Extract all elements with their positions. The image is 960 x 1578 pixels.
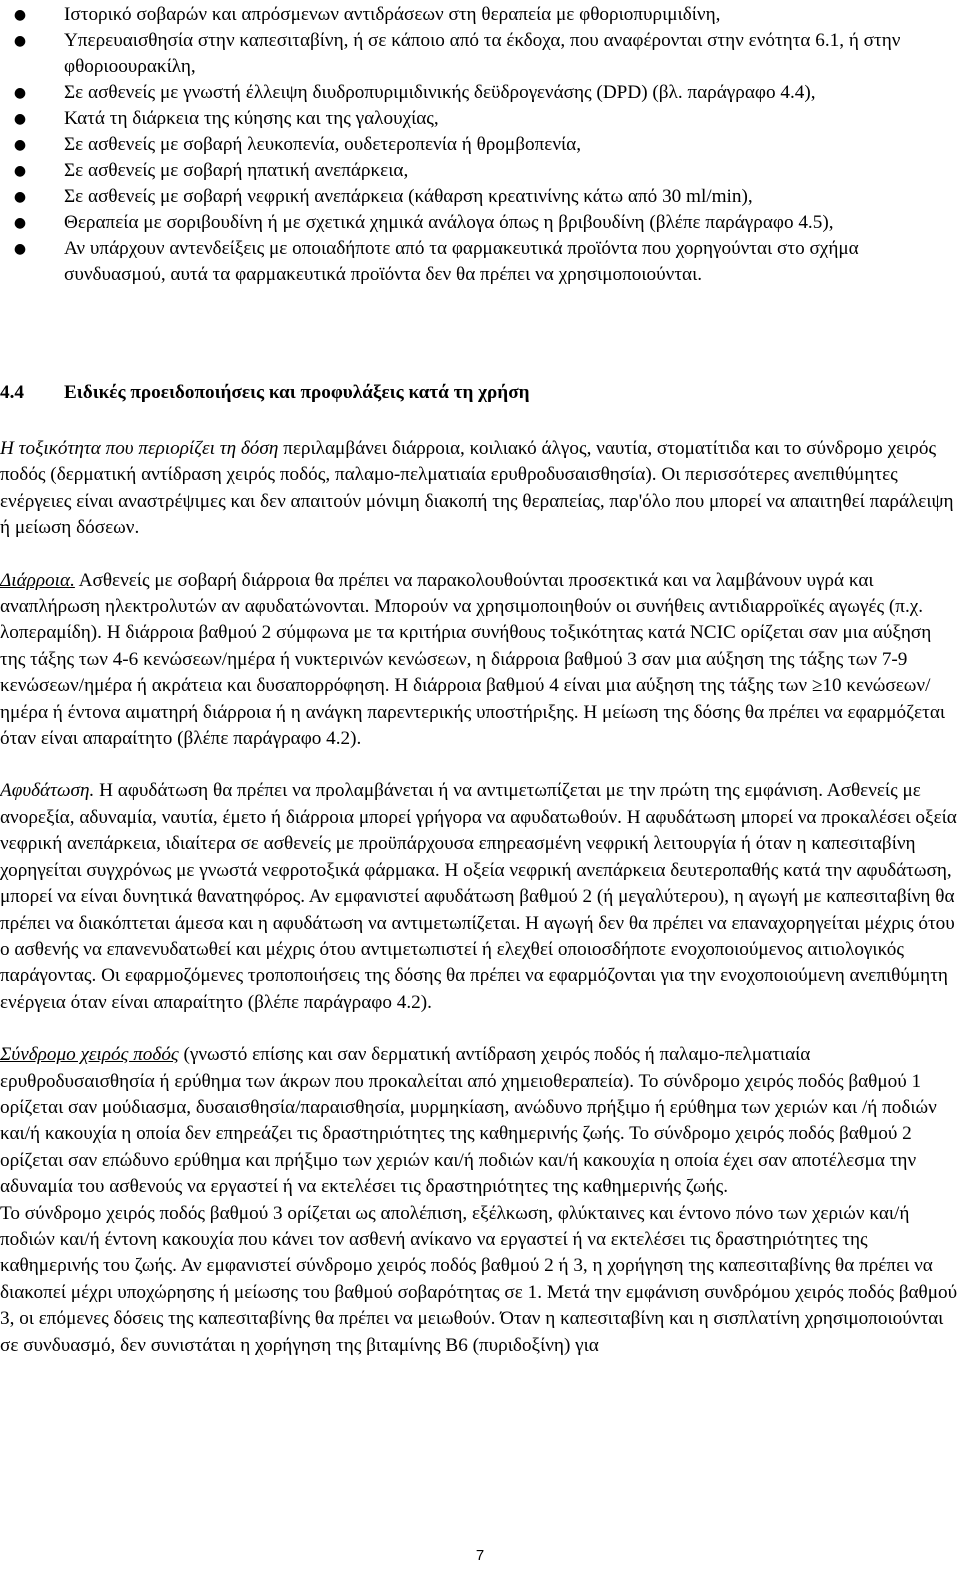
page-number: 7: [475, 1547, 485, 1564]
paragraph-dehydration: Αφυδάτωση. Η αφυδάτωση θα πρέπει να προλαμβάνεται ή να αντιμετωπίζεται με την πρώτη της εμφάνιση. Ασθενείς με ανορεξία, αδυναμία, ναυτία, έμετο ή διάρροια μπορεί γρήγορα να αφυδατωθούν. Η αφυδάτωση μπορεί να προκαλέσει οξεία νεφρική ανεπάρκεια, ιδιαίτερα σε ασθενείς με προϋπάρχουσα επηρεασμένη νεφρική λειτουργία ή όταν η καπεσιταβίνη χορηγείται συγχρόνως με γνωστά νεφροτοξικά φάρμακα. Η οξεία νεφρική ανεπάρκεια δευτεροπαθής κατά την αφυδάτωση, μπορεί να είναι δυνητικά θανατηφόρος. Αν εμφανιστεί αφυδάτωση βαθμού 2 (ή μεγαλύτερου), η αγωγή με καπεσιταβίνη θα πρέπει να διακόπτεται άμεσα και η αφυδάτωση να αντιμετωπίζεται. Η αγωγή δεν θα πρέπει να επαναχορηγείται μέχρις ότου ο ασθενής να επανενυδατωθεί και μέχρις ότου αντιμετωπιστεί ή ελεχθεί οποιοσδήποτε ενοχοποιούμενος αιτιολογικός παράγοντας. Οι εφαρμοζόμενες τροποποιήσεις της δόσης θα πρέπει να εφαρμόζονται για την ενοχοποιούμενη ανεπιθύμητη ενέργεια όταν είναι απαραίτητο (βλέπε παράγραφο 4.2).: [0, 780, 957, 1013]
bullet-icon: ●: [13, 85, 27, 101]
paragraph-hand-foot-syndrome: Σύνδρομο χειρός ποδός (γνωστό επίσης και σαν δερματική αντίδραση χειρός ποδός ή παλαμο-πελματιαία ερυθροδυσαισθησία ή ερύθημα των άκρων που προκαλείται από χημειοθεραπεία). Το σύνδρομο χειρός ποδός βαθμού 1 ορίζεται σαν μούδιασμα, δυσαισθησία/παραισθησία, μυρμηκίαση, ανώδυνο πρήξιμο ή ερύθημα των χεριών και /ή ποδιών και/ή κακουχία η οποία δεν επηρεάζει τις δραστηριότητες της καθημερινής ζωής. Το σύνδρομο χειρός ποδός βαθμού 2 ορίζεται σαν επώδυνο ερύθημα και πρήξιμο των χεριών και/ή ποδιών και/ή κακουχία η οποία έχει σαν αποτέλεσμα την αδυναμία του ασθενούς να εργαστεί ή να εκτελέσει τις δραστηριότητες της καθημερινής ζωής.: [0, 1044, 937, 1198]
toxicity-lead: Η τοξικότητα που περιορίζει τη δόση: [0, 438, 279, 459]
bullet-icon: ●: [13, 241, 27, 257]
list-item: ● Σε ασθενείς με σοβαρή λευκοπενία, ουδετεροπενία ή θρομβοπενία,: [10, 132, 954, 158]
paragraph-hand-foot-grade3: Το σύνδρομο χειρός ποδός βαθμού 3 ορίζεται ως απολέπιση, εξέλκωση, φλύκταινες και έντονο πόνο των χεριών και/ή ποδιών και/ή έντονη κακουχία που κάνει τον ασθενή ανίκανο να εργαστεί ή να εκτελέσει τις δραστηριότητες της καθημερινής του ζωής. Αν εμφανιστεί σύνδρομο χειρός ποδός βαθμού 2 ή 3, η χορήγηση της καπεσιταβίνης θα πρέπει να διακοπεί μέχρι υποχώρησης ή μείωσης του βαθμού σοβαρότητας σε 1. Μετά την εμφάνιση συνδρόμου χειρός ποδός βαθμού 3, οι επόμενες δόσεις της καπεσιταβίνης θα πρέπει να μειωθούν. Όταν η καπεσιταβίνη και η σισπλατίνη χρησιμοποιούνται σε συνδυασμό, δεν συνιστάται η χορήγηση της βιταμίνης Β6 (πυριδοξίνη) για: [0, 1202, 958, 1356]
contraindications-list: [10, 2, 954, 288]
diarrhoea-lead: Διάρροια.: [0, 569, 75, 591]
dehydration-lead: Αφυδάτωση.: [0, 780, 95, 802]
section-number: 4.4: [0, 382, 24, 403]
bullet-icon: ●: [13, 33, 27, 49]
list-item: ● Ιστορικό σοβαρών και απρόσμενων αντιδράσεων στη θεραπεία με φθοριοπυριμιδίνη,: [10, 2, 954, 28]
list-item: ● Κατά τη διάρκεια της κύησης και της γαλουχίας,: [10, 106, 954, 132]
section-body: [0, 436, 958, 1359]
section-title: Ειδικές προειδοποιήσεις και προφυλάξεις κατά τη χρήση: [64, 382, 530, 403]
hfs-lead: Σύνδρομο χειρός ποδός: [0, 1044, 179, 1066]
list-item: ● Σε ασθενείς με γνωστή έλλειψη διυδροπυριμιδινικής δεϋδρογενάσης (DPD) (βλ. παράγραφο 4.4),: [10, 80, 954, 106]
list-item: ● Σε ασθενείς με σοβαρή ηπατική ανεπάρκεια,: [10, 158, 954, 184]
paragraph-toxicity: Η τοξικότητα που περιορίζει τη δόση περιλαμβάνει διάρροια, κοιλιακό άλγος, ναυτία, στοματίτιδα και το σύνδρομο χειρός ποδός (δερματική αντίδραση χειρός ποδός, παλαμο-πελματιαία ερυθροδυσαισθησία). Οι περισσότερες ανεπιθύμητες ενέργειες είναι αναστρέψιμες και δεν απαιτούν μόνιμη διακοπή της θεραπείας, παρ'όλο που μπορεί να απαιτηθεί παράλειψη ή μείωση δόσεων.: [0, 438, 954, 539]
bullet-icon: ●: [13, 215, 27, 231]
bullet-icon: ●: [13, 137, 27, 153]
section-heading: [0, 380, 960, 406]
list-item: ● Σε ασθενείς με σοβαρή νεφρική ανεπάρκεια (κάθαρση κρεατινίνης κάτω από 30 ml/min),: [10, 184, 954, 210]
list-item: ● Αν υπάρχουν αντενδείξεις με οποιαδήποτε από τα φαρμακευτικά προϊόντα που χορηγούνται στο σχήμα συνδυασμού, αυτά τα φαρμακευτικά προϊόντα δεν θα πρέπει να χρησιμοποιούνται.: [10, 236, 954, 288]
paragraph-diarrhoea: Διάρροια. Ασθενείς με σοβαρή διάρροια θα πρέπει να παρακολουθούνται προσεκτικά και να λαμβάνουν υγρά και αναπλήρωση ηλεκτρολυτών αν αφυδατώνονται. Μπορούν να χρησιμοποιηθούν οι συνήθεις αντιδιαρροϊκές αγωγές (π.χ. λοπεραμίδη). Η διάρροια βαθμού 2 σύμφωνα με τα κριτήρια συνήθους τοξικότητας κατά NCIC ορίζεται σαν μια αύξηση της τάξης των 4-6 κενώσεων/ημέρα ή νυκτερινών κενώσεων, η διάρροια βαθμού 3 σαν μια αύξηση της τάξης των 7-9 κενώσεων/ημέρα ή ακράτεια και δυσαπορρόφηση. Η διάρροια βαθμού 4 είναι μια αύξηση της τάξης των ≥10 κενώσεων/ημέρα ή έντονα αιματηρή διάρροια ή η ανάγκη παρεντερικής υποστήριξης. Η μείωση της δόσης θα πρέπει να εφαρμόζεται όταν είναι απαραίτητο (βλέπε παράγραφο 4.2).: [0, 569, 946, 750]
bullet-icon: ●: [13, 7, 27, 23]
bullet-icon: ●: [13, 163, 27, 179]
list-item: ● Υπερευαισθησία στην καπεσιταβίνη, ή σε κάποιο από τα έκδοχα, που αναφέρονται στην ενότητα 6.1, ή στην φθοριοουρακίλη,: [10, 28, 954, 80]
list-item: ● Θεραπεία με σοριβουδίνη ή με σχετικά χημικά ανάλογα όπως η βριβουδίνη (βλέπε παράγραφο 4.5),: [10, 210, 954, 236]
bullet-icon: ●: [13, 189, 27, 205]
bullet-icon: ●: [13, 111, 27, 127]
